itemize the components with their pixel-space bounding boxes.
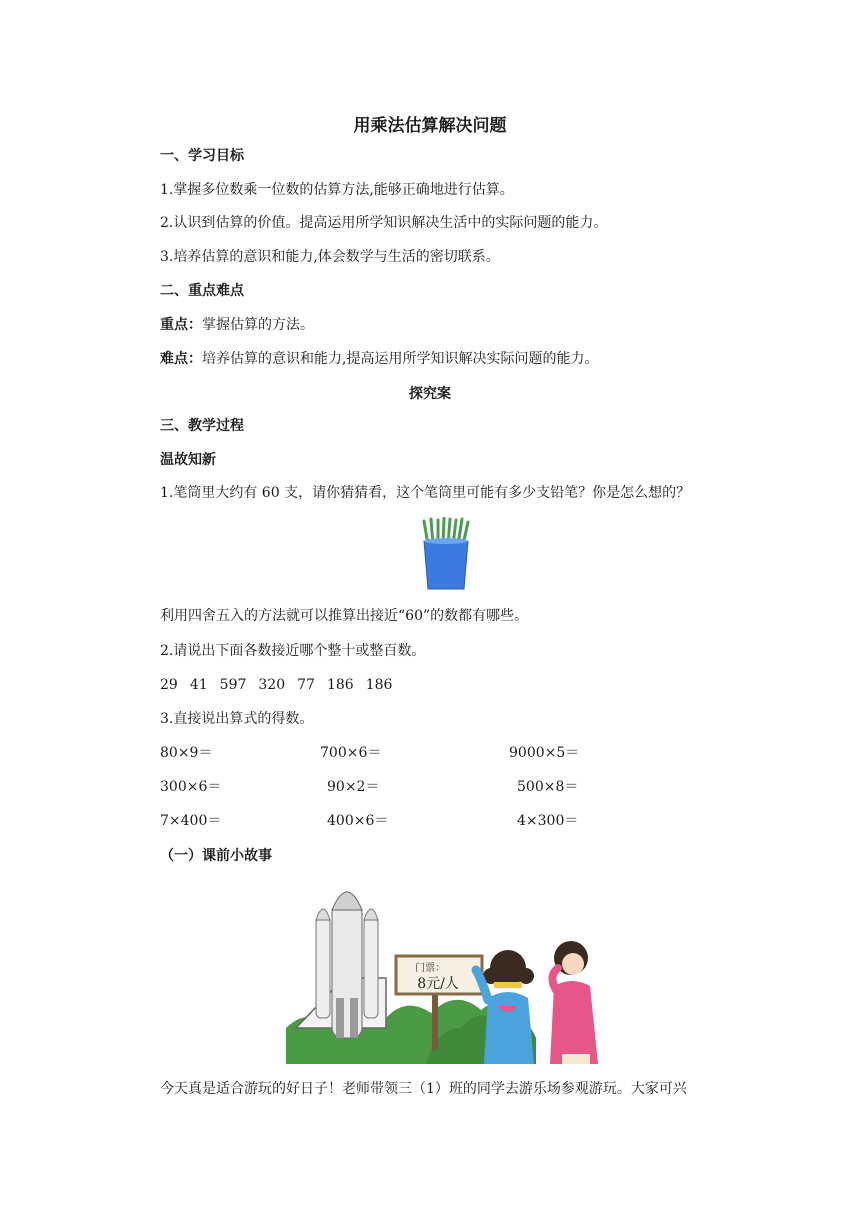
calc-item: 90×2＝ (327, 779, 380, 795)
amusement-park-illustration (286, 878, 606, 1064)
calc-item: 500×8＝ (517, 779, 579, 795)
calc-item: 7×400＝ (160, 813, 222, 829)
goal-item-2: 2.认识到估算的价值。提高运用所学知识解决生活中的实际问题的能力。 (160, 215, 608, 231)
number-item: 186 (326, 677, 354, 693)
calc-item: 9000×5＝ (509, 745, 580, 761)
calc-item: 400×6＝ (327, 813, 389, 829)
number-item: 186 (365, 677, 393, 693)
story-paragraph: 今天真是适合游玩的好日子！老师带领三（1）班的同学去游乐场参观游玩。大家可兴 (160, 1081, 687, 1097)
number-item: 77 (297, 677, 315, 693)
calc-item: 80×9＝ (160, 745, 213, 761)
number-list (160, 675, 404, 695)
number-item: 597 (219, 677, 247, 693)
ticket-sign-price: 8元/人 (417, 976, 459, 992)
question-2: 2.请说出下面各数接近哪个整十或整百数。 (160, 643, 426, 659)
question-3: 3.直接说出算式的得数。 (160, 711, 314, 727)
key-point-label: 重点： (160, 317, 202, 333)
number-item: 320 (258, 677, 286, 693)
difficulty-line (160, 349, 598, 369)
calc-item: 4×300＝ (517, 813, 579, 829)
key-point-text: 掌握估算的方法。 (202, 317, 314, 333)
goal-item-1: 1.掌握多位数乘一位数的估算方法,能够正确地进行估算。 (160, 182, 514, 198)
section-heading-process: 三、教学过程 (160, 418, 244, 434)
calc-item: 700×6＝ (320, 745, 382, 761)
ticket-sign-title: 门票： (415, 963, 445, 974)
number-item: 41 (189, 677, 208, 693)
question-1: 1.笔筒里大约有 60 支，请你猜猜看，这个笔筒里可能有多少支铅笔？你是怎么想的？ (160, 485, 691, 501)
review-heading: 温故知新 (160, 452, 216, 468)
calc-item: 300×6＝ (160, 779, 222, 795)
goal-item-3: 3.培养估算的意识和能力,体会数学与生活的密切联系。 (160, 249, 500, 265)
section-heading-goals: 一、学习目标 (160, 148, 244, 164)
difficulty-label: 难点： (160, 351, 202, 367)
page-title: 用乘法估算解决问题 (353, 116, 507, 136)
difficulty-text: 培养估算的意识和能力,提高运用所学知识解决实际问题的能力。 (202, 351, 599, 367)
key-point-line (160, 315, 314, 335)
story-heading: （一）课前小故事 (160, 848, 272, 864)
section-heading-key-points: 二、重点难点 (160, 283, 244, 299)
explore-heading: 探究案 (409, 386, 451, 402)
question-1-note: 利用四舍五入的方法就可以推算出接近“60”的数都有哪些。 (160, 608, 529, 624)
number-item: 29 (160, 677, 178, 693)
pencil-cup-illustration (418, 517, 474, 591)
